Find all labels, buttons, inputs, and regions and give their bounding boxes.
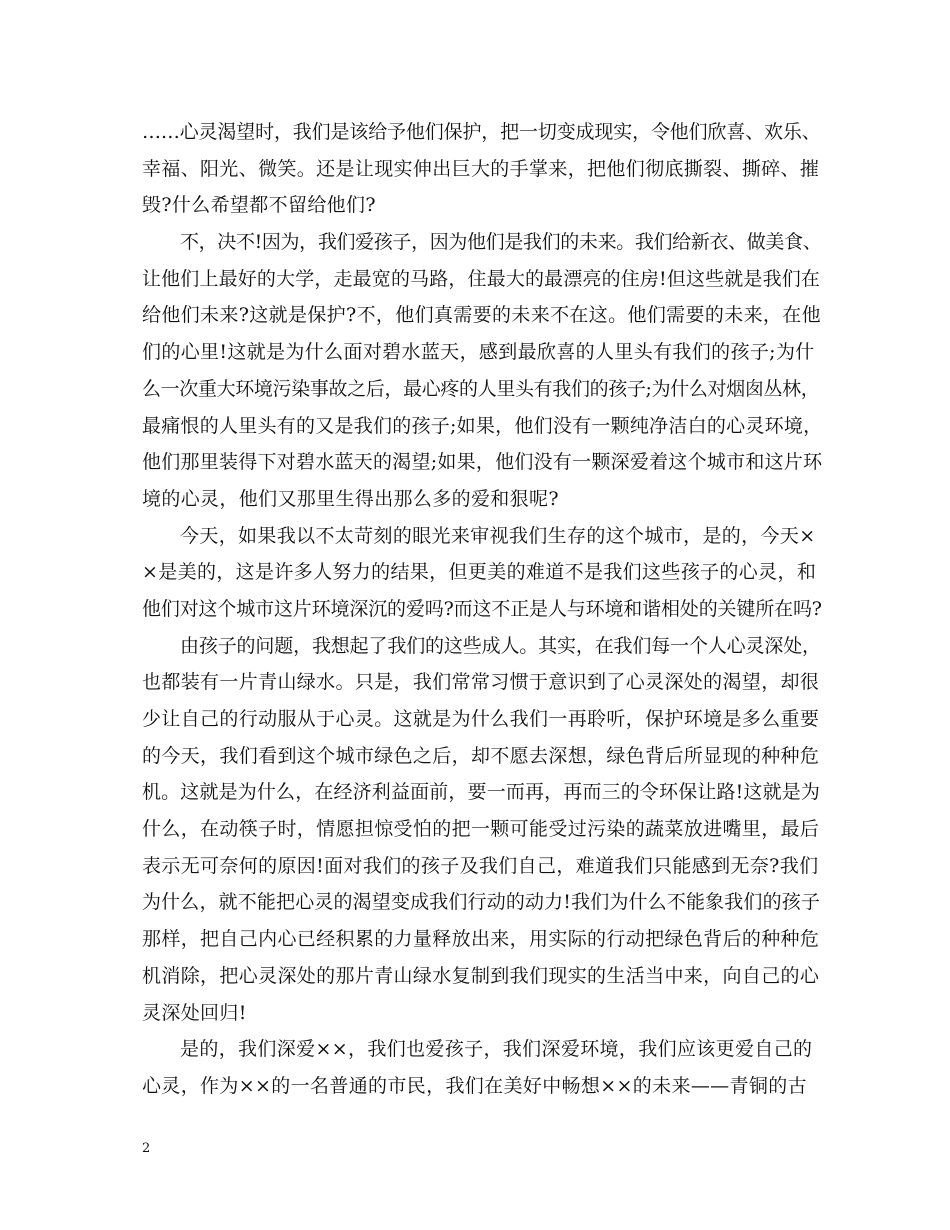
- text-line: 机消除，把心灵深处的那片青山绿水复制到我们现实的生活当中来，向自己的心: [142, 964, 820, 987]
- text-line: 是的，我们深爱××，我们也爱孩子，我们深爱环境，我们应该更爱自己的: [180, 1038, 813, 1061]
- body-text: [142, 114, 822, 1105]
- text-line: 最痛恨的人里头有的又是我们的孩子;如果，他们没有一颗纯净洁白的心灵环境，: [142, 414, 823, 437]
- text-line: 那样，把自己内心已经积累的力量释放出来，用实际的行动把绿色背后的种种危: [142, 928, 820, 951]
- text-line: 们的心里!这就是为什么面对碧水蓝天，感到最欣喜的人里头有我们的孩子;为什: [142, 341, 815, 364]
- text-line: 他们对这个城市这片环境深沉的爱吗?而这不正是人与环境和谐相处的关键所在吗?: [142, 597, 822, 620]
- text-line: 少让自己的行动服从于心灵。这就是为什么我们一再聆听，保护环境是多么重要: [142, 708, 820, 730]
- text-line: ×是美的，这是许多人努力的结果，但更美的难道不是我们这些孩子的心灵，和: [142, 561, 817, 584]
- text-line: 今天，如果我以不太苛刻的眼光来审视我们生存的这个城市，是的，今天×: [180, 524, 816, 547]
- text-line: 灵深处回归!: [142, 1001, 247, 1024]
- text-line: 表示无可奈何的原因!面对我们的孩子及我们自己，难道我们只能感到无奈?我们: [142, 854, 819, 877]
- text-line: 什么，在动筷子时，情愿担惊受怕的把一颗可能受过污染的蔬菜放进嘴里，最后: [142, 818, 820, 841]
- text-line: 的今天，我们看到这个城市绿色之后，却不愿去深想，绿色背后所显现的种种危: [142, 744, 820, 767]
- page-number: 2: [142, 1141, 151, 1156]
- text-line: 不，决不!因为，我们爱孩子，因为他们是我们的未来。我们给新衣、做美食、: [180, 231, 822, 254]
- text-line: 心灵，作为××的一名普通的市民，我们在美好中畅想××的未来——青铜的古: [142, 1074, 807, 1097]
- text-line: 也都装有一片青山绿水。只是，我们常常习惯于意识到了心灵深处的渴望，却很: [142, 671, 820, 694]
- text-line: 由孩子的问题，我想起了我们的这些成人。其实，在我们每一个人心灵深处，: [180, 634, 821, 657]
- text-line: 为什么，就不能把心灵的渴望变成我们行动的动力!我们为什么不能象我们的孩子: [142, 891, 821, 914]
- text-line: 给他们未来?这就是保护?不，他们真需要的未来不在这。他们需要的未来，在他: [142, 304, 821, 327]
- text-line: 幸福、阳光、微笑。还是让现实伸出巨大的手掌来，把他们彻底撕裂、撕碎、摧: [142, 157, 820, 180]
- text-line: 境的心灵，他们又那里生得出那么多的爱和狠呢?: [142, 487, 559, 510]
- text-line: 毁?什么希望都不留给他们?: [142, 194, 376, 217]
- text-line: 他们那里装得下对碧水蓝天的渴望;如果，他们没有一颗深爱着这个城市和这片环: [142, 451, 823, 474]
- text-line: 么一次重大环境污染事故之后，最心疼的人里头有我们的孩子;为什么对烟囱丛林，: [142, 377, 820, 400]
- text-line: 让他们上最好的大学，走最宽的马路，住最大的最漂亮的住房!但这些就是我们在: [142, 267, 821, 290]
- text-line: 机。这就是为什么，在经济利益面前，要一而再，再而三的令环保让路!这就是为: [142, 781, 821, 804]
- text-line: ……心灵渴望时，我们是该给予他们保护，把一切变成现实，令他们欣喜、欢乐、: [142, 121, 821, 143]
